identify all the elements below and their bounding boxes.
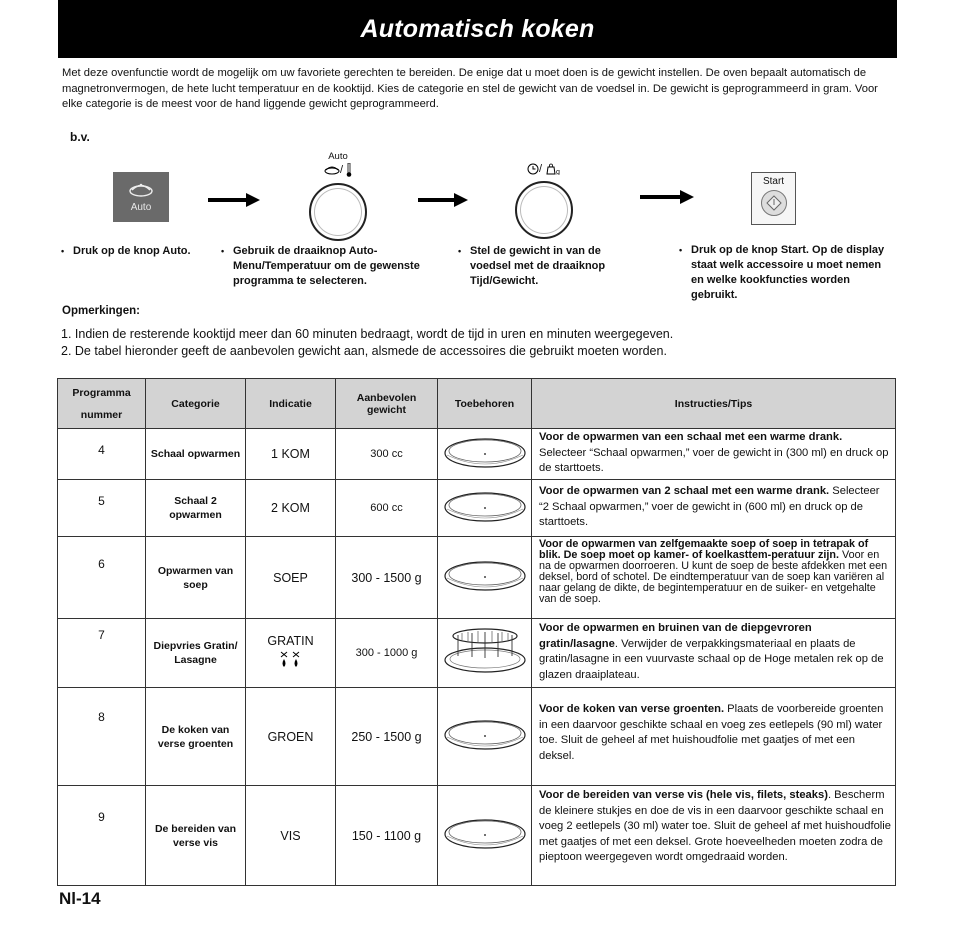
time-weight-knob-group (509, 151, 579, 239)
program-number: 7 (58, 619, 146, 688)
start-button[interactable] (751, 172, 796, 225)
indication: VIS (246, 786, 336, 886)
table-row (58, 786, 896, 886)
title-bar (58, 0, 897, 58)
table-row (58, 429, 896, 480)
remark-item: 1. Indien de resterende kooktijd meer dan 60 minuten bedraagt, wordt de tijd in uren en minuten weergegeven. (61, 327, 674, 341)
col-header-weight: Aanbevolen gewicht (336, 379, 438, 429)
accessory (438, 429, 532, 480)
table-row (58, 480, 896, 537)
step-text: Stel de gewicht in van de voedsel met de draaiknop Tijd/Gewicht. (470, 245, 606, 287)
program-number: 6 (58, 537, 146, 619)
glass-turntable-icon (443, 489, 527, 523)
example-label: b.v. (70, 130, 90, 144)
category: De bereiden van verse vis (146, 786, 246, 886)
accessory (438, 537, 532, 619)
col-header-category: Categorie (146, 379, 246, 429)
accessory (438, 786, 532, 886)
col-header-indication: Indicatie (246, 379, 336, 429)
program-table (57, 378, 896, 886)
start-diamond-icon (766, 195, 782, 211)
knob-icons-separator: / (339, 163, 347, 176)
weight: 300 - 1000 g (336, 619, 438, 688)
program-number: 8 (58, 688, 146, 786)
col-header-accessories: Toebehoren (438, 379, 532, 429)
weight-icon (545, 163, 561, 175)
step-3: • Stel de gewicht in van de voedsel met de draaiknop Tijd/Gewicht. (458, 245, 606, 287)
knob-icons (509, 163, 579, 175)
accessory (438, 480, 532, 537)
step-2: • Gebruik de draaiknop Auto-Menu/Temperatuur om de gewenste programma te selecteren. (221, 245, 420, 287)
step-text: Druk op de knop Auto. (73, 245, 191, 257)
accessory (438, 688, 532, 786)
table-row (58, 619, 896, 688)
col-header-tips: Instructies/Tips (532, 379, 896, 429)
tip: Voor de opwarmen van zelfgemaakte soep of soep in tetrapak of blik. De soep moet op kamer- of koelkasttem-peratuur zijn. Voor en na de opwarmen doorroeren. U kunt de soep de beste afdekken met een deksel, bord of schotel. De eindtemperatuur van de soep kan variëren al naar gelang de dikte, de begintemperatuur en de suiker- en vetgehalte van de soep. (532, 537, 896, 619)
knob-icons (303, 163, 373, 177)
metal-rack-on-turntable-icon (442, 626, 528, 676)
glass-turntable-icon (443, 435, 527, 469)
clock-icon (527, 163, 539, 175)
category: Opwarmen van soep (146, 537, 246, 619)
category: Diepvries Gratin/ Lasagne (146, 619, 246, 688)
weight: 150 - 1100 g (336, 786, 438, 886)
page-number: Nl-14 (59, 889, 101, 908)
indication: SOEP (246, 537, 336, 619)
table-row (58, 537, 896, 619)
category: Schaal opwarmen (146, 429, 246, 480)
arrow-icon (418, 193, 468, 207)
arrow-icon (640, 190, 694, 204)
program-number: 5 (58, 480, 146, 537)
time-weight-knob[interactable] (515, 181, 573, 239)
glass-turntable-icon (443, 717, 527, 751)
glass-turntable-icon (443, 558, 527, 592)
program-number: 9 (58, 786, 146, 886)
indication: GROEN (246, 688, 336, 786)
indication: GRATIN (246, 619, 336, 688)
glass-turntable-icon (443, 816, 527, 850)
dish-icon (324, 165, 340, 175)
remarks-heading: Opmerkingen: (62, 305, 140, 317)
col-header-program: Programma nummer (58, 379, 146, 429)
indication: 2 KOM (246, 480, 336, 537)
indication: 1 KOM (246, 429, 336, 480)
svg-text:g: g (556, 169, 560, 176)
start-button-label: Start (762, 176, 785, 187)
weight: 250 - 1500 g (336, 688, 438, 786)
knob-caption: Auto (328, 151, 348, 162)
tip: Voor de opwarmen van 2 schaal met een warme drank. Selecteer “2 Schaal opwarmen,” voer de gewicht in (600 ml) en druck op de starttoets. (532, 480, 896, 537)
tip: Voor de opwarmen van een schaal met een warme drank. Selecteer “Schaal opwarmen,” voer de gewicht in (300 ml) en druck op de starttoets. (532, 429, 896, 480)
dish-icon (128, 182, 154, 200)
thermometer-icon (346, 163, 352, 177)
step-text: Druk op de knop Start. Op de display staat welk accessoire u moet nemen en welke kookfuncties worden gebruikt. (691, 244, 885, 301)
tip: Voor de opwarmen en bruinen van de diepgevroren gratin/lasagne. Verwijder de verpakkingsmateriaal en plaats de gratin/lasagne in een vuurvaste schaal op de Hoge metalen rek op de glazen draaiplateau. (532, 619, 896, 688)
table-header-row (58, 379, 896, 429)
weight: 600 cc (336, 480, 438, 537)
steam-drops-icon (279, 650, 303, 670)
remarks-list (61, 326, 891, 360)
auto-button[interactable] (113, 172, 169, 222)
category: De koken van verse groenten (146, 688, 246, 786)
knob-icons-separator: / (538, 163, 546, 175)
weight: 300 - 1500 g (336, 537, 438, 619)
tip: Voor de bereiden van verse vis (hele vis, filets, steaks). Bescherm de kleinere stukjes en doe de vis in een daarvoor geschikte schaal en voeg 2 eetlepels (30 ml) water toe. Sluit de geheel af met huishoudfolie met gaatjes of met een deksel. Grote hoeveelheden moeten zodra de pieptoon weergegeven wordt omgedraaid worden. (532, 786, 896, 886)
step-1: • Druk op de knop Auto. (61, 245, 191, 257)
category: Schaal 2 opwarmen (146, 480, 246, 537)
arrow-icon (208, 193, 260, 207)
auto-menu-knob-group (303, 151, 373, 241)
table-row (58, 688, 896, 786)
step-4: • Druk op de knop Start. Op de display staat welk accessoire u moet nemen en welke kookfuncties worden gebruikt. (679, 244, 885, 301)
remark-item: 2. De tabel hieronder geeft de aanbevolen gewicht aan, alsmede de accessoires die gebruikt moeten worden. (61, 344, 667, 358)
page-title: Automatisch koken (360, 14, 595, 43)
program-number: 4 (58, 429, 146, 480)
auto-button-label: Auto (130, 201, 152, 213)
step-text: Gebruik de draaiknop Auto-Menu/Temperatuur om de gewenste programma te selecteren. (233, 245, 420, 287)
accessory (438, 619, 532, 688)
auto-menu-temperature-knob[interactable] (309, 183, 367, 241)
intro-text: Met deze ovenfunctie wordt de mogelijk om uw favoriete gerechten te bereiden. De enige dat u moet doen is de gewicht instellen. De oven bepaalt automatisch de magnetronvermogen, de hete lucht temperatuur en de kooktijd. Kies de categorie en stel de gewicht van de voedsel in. De gewicht is geprogrammeerd in gram. Voor elke categorie is de meest voor de hand liggende gewicht geprogrammeerd. (62, 67, 878, 110)
weight: 300 cc (336, 429, 438, 480)
tip: Voor de koken van verse groenten. Plaats de voorbereide groenten in een daarvoor geschikte schaal en voeg zes eetlepels (90 ml) water toe. Sluit de geheel af met huishoudfolie met gaatjes of met een deksel. (532, 688, 896, 786)
